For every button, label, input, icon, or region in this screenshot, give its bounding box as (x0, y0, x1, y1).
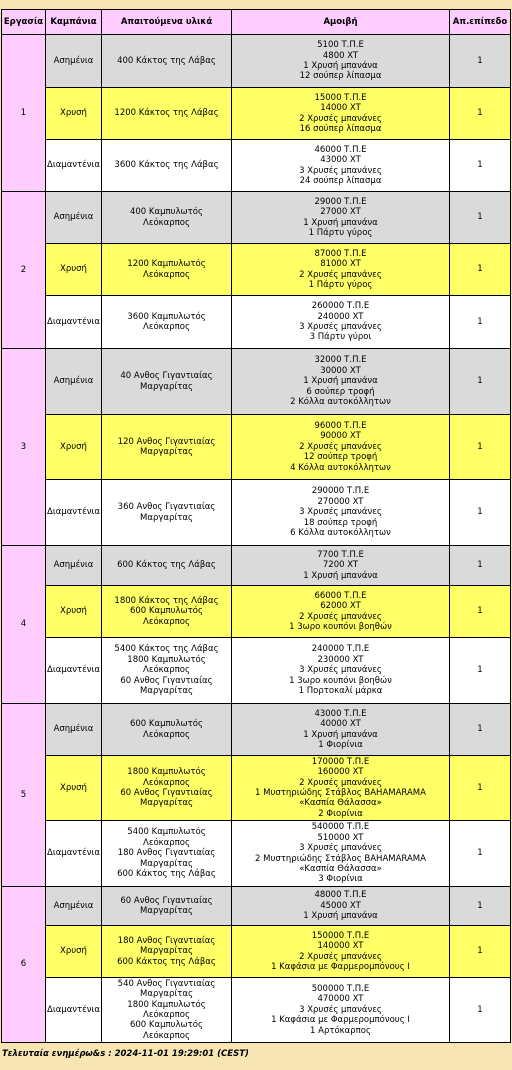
level-cell: 1 (450, 415, 511, 480)
reward-line: 240000 XT (317, 311, 364, 322)
table-row (2, 546, 511, 586)
task-number: 4 (2, 546, 46, 704)
materials-line: Λεόκαρπος (143, 616, 190, 627)
materials-line: Μαργαρίτας (140, 989, 193, 1000)
reward-line: 3 Χρυσές μπανάνες (299, 843, 382, 854)
reward-cell (232, 480, 450, 546)
reward-cell (232, 88, 450, 140)
reward-cell (232, 821, 450, 887)
materials-line: Μαργαρίτας (140, 798, 193, 809)
materials-cell (102, 756, 232, 821)
reward-cell (232, 140, 450, 192)
campaign-cell: Ασημένια (46, 546, 102, 586)
reward-line: 3 Χρυσές μπανάνες (299, 507, 382, 518)
reward-line: 14000 XT (320, 103, 361, 114)
materials-line: Λεόκαρπος (143, 1010, 190, 1020)
table-row (2, 978, 511, 1043)
reward-line: 90000 XT (320, 431, 361, 442)
reward-line: 6 σούπερ τροφή (306, 386, 375, 397)
reward-line: 6 Κόλλα αυτοκόλλητων (290, 528, 391, 539)
materials-line: 1800 Καμπυλωτός (127, 767, 206, 778)
campaign-cell: Διαμαντένια (46, 978, 102, 1043)
reward-line: 16 σούπερ λίπασμα (299, 123, 382, 134)
header-materials: Απαιτούμενα υλικά (102, 10, 232, 35)
campaign-cell: Ασημένια (46, 192, 102, 244)
materials-cell (102, 704, 232, 756)
materials-cell (102, 978, 232, 1043)
reward-line: 4800 XT (322, 50, 359, 61)
materials-line: 1800 Καμπυλωτός (127, 654, 206, 665)
materials-line: Μαργαρίτας (140, 381, 193, 392)
task-number: 3 (2, 349, 46, 546)
materials-cell (102, 88, 232, 140)
reward-line: 1 Καφάσια με Φαρμερομπόνους I (271, 1015, 410, 1026)
materials-line: 1800 Κάκτος της Λάβας (114, 595, 219, 606)
table-row (2, 140, 511, 192)
level-cell: 1 (450, 35, 511, 88)
last-updated: Τελευταία ενημέρω&s : 2024-11-01 19:29:01 (CEST) (2, 1049, 249, 1059)
reward-line: 470000 XT (317, 994, 364, 1005)
reward-line: 27000 XT (320, 207, 361, 218)
materials-line: Λεόκαρπος (143, 269, 190, 280)
table-row (2, 887, 511, 926)
materials-cell (102, 546, 232, 586)
reward-line: 62000 XT (320, 601, 361, 612)
materials-line: Λεόκαρπος (143, 217, 190, 228)
level-cell: 1 (450, 88, 511, 140)
table-row (2, 349, 511, 415)
reward-line: 43000 Τ.Π.Ε (314, 708, 367, 719)
campaign-cell: Ασημένια (46, 704, 102, 756)
reward-line: 1 Πορτοκαλί μάρκα (298, 686, 383, 697)
materials-line: 600 Καμπυλωτός (129, 606, 203, 617)
materials-cell (102, 140, 232, 192)
materials-line: 400 Κάκτος της Λάβας (117, 55, 216, 66)
header-task: Εργασία (2, 10, 46, 35)
table-row (2, 926, 511, 978)
reward-line: 3 Χρυσές μπανάνες (299, 165, 382, 176)
reward-line: 150000 Τ.Π.Ε (311, 930, 370, 941)
materials-line: 5400 Καμπυλωτός (127, 827, 206, 838)
reward-line: 540000 Τ.Π.Ε (311, 822, 370, 833)
reward-line: 3 Χρυσές μπανάνες (299, 322, 382, 332)
table-row (2, 586, 511, 638)
reward-line: 3 Χρυσές μπανάνες (299, 1004, 382, 1015)
level-cell: 1 (450, 586, 511, 638)
table-row (2, 821, 511, 887)
reward-cell (232, 349, 450, 415)
materials-cell (102, 244, 232, 296)
reward-line: 12 σούπερ λίπασμα (299, 71, 382, 82)
materials-line: Μαργαρίτας (140, 686, 193, 697)
campaign-cell: Ασημένια (46, 887, 102, 926)
materials-line: 180 Ανθος Γιγαντιαίας (117, 848, 216, 859)
campaign-cell: Χρυσή (46, 926, 102, 978)
materials-line: 1200 Καμπυλωτός (127, 259, 206, 270)
materials-line: 5400 Κάκτος της Λάβας (114, 644, 219, 655)
reward-line: 2 Χρυσές μπανάνες (299, 611, 382, 622)
reward-line: 260000 Τ.Π.Ε (311, 301, 370, 312)
table-row (2, 244, 511, 296)
table-row (2, 415, 511, 480)
task-number: 2 (2, 192, 46, 349)
materials-line: Λεόκαρπος (143, 729, 190, 740)
reward-line: 66000 Τ.Π.Ε (314, 590, 367, 601)
reward-line: 12 σούπερ τροφή (303, 452, 378, 463)
reward-line: 240000 Τ.Π.Ε (311, 644, 370, 655)
materials-line: Μαργαρίτας (140, 858, 193, 869)
reward-line: 81000 XT (320, 259, 361, 270)
materials-line: 180 Ανθος Γιγαντιαίας (117, 935, 216, 946)
materials-line: 60 Ανθος Γιγαντιαίας (120, 675, 213, 686)
materials-line: Μαργαρίτας (140, 447, 193, 457)
materials-cell (102, 887, 232, 926)
materials-line: 3600 Καμπυλωτός (127, 311, 206, 322)
reward-line: 29000 Τ.Π.Ε (314, 196, 367, 207)
materials-cell (102, 821, 232, 887)
reward-line: 45000 XT (320, 900, 361, 911)
reward-line: 46000 Τ.Π.Ε (314, 144, 367, 155)
reward-line: 2 Μυστηριώδης Στάβλος BAHAMARAMA (255, 853, 426, 864)
reward-line: 40000 XT (320, 719, 361, 730)
reward-cell (232, 546, 450, 586)
level-cell: 1 (450, 756, 511, 821)
materials-line: 600 Καμπυλωτός (129, 719, 203, 730)
materials-line: 1800 Καμπυλωτός (127, 999, 206, 1010)
reward-line: 1 Καφάσια με Φαρμερομπόνους I (271, 961, 410, 972)
table-row (2, 756, 511, 821)
reward-line: 30000 XT (320, 365, 361, 376)
level-cell: 1 (450, 926, 511, 978)
campaign-cell: Χρυσή (46, 586, 102, 638)
materials-line: 400 Καμπυλωτός (129, 207, 203, 218)
materials-cell (102, 415, 232, 480)
level-cell: 1 (450, 140, 511, 192)
reward-line: 96000 Τ.Π.Ε (314, 420, 367, 431)
reward-line: 1 Φιορίνια (318, 739, 363, 750)
campaign-cell: Χρυσή (46, 756, 102, 821)
materials-cell (102, 638, 232, 704)
header-level: Απ.επίπεδο (450, 10, 511, 35)
materials-line: Μαργαρίτας (140, 906, 193, 916)
level-cell: 1 (450, 480, 511, 546)
materials-line: Λεόκαρπος (143, 665, 190, 676)
reward-line: 3 Πάρτυ γύροι (309, 332, 372, 343)
reward-line: 48000 Τ.Π.Ε (314, 890, 367, 901)
reward-line: 1 Χρυσή μπανάνα (303, 61, 378, 71)
reward-line: 160000 XT (317, 767, 364, 778)
reward-cell (232, 244, 450, 296)
header-campaign: Καμπάνια (46, 10, 102, 35)
reward-line: 7700 Τ.Π.Ε (317, 549, 364, 560)
reward-line: 2 Χρυσές μπανάνες (299, 951, 382, 962)
materials-cell (102, 296, 232, 349)
reward-line: 1 Αρτόκαρπος (310, 1025, 371, 1036)
header-row (2, 10, 511, 35)
materials-line: 40 Ανθος Γιγαντιαίας (120, 371, 213, 382)
reward-cell (232, 586, 450, 638)
reward-line: 15000 Τ.Π.Ε (314, 92, 367, 103)
reward-line: 270000 XT (317, 496, 364, 507)
reward-cell (232, 926, 450, 978)
campaign-cell: Χρυσή (46, 415, 102, 480)
reward-line: 1 Χρυσή μπανάνα (303, 911, 378, 922)
reward-line: 7200 XT (322, 560, 359, 571)
reward-line: 3 Φιορίνια (318, 874, 363, 885)
reward-line: 2 Χρυσές μπανάνες (299, 113, 382, 124)
reward-line: «Κασπία Θάλασσα» (299, 798, 382, 809)
reward-cell (232, 35, 450, 88)
level-cell: 1 (450, 192, 511, 244)
table-row (2, 480, 511, 546)
level-cell: 1 (450, 546, 511, 586)
materials-line: Λεόκαρπος (143, 777, 190, 788)
campaign-cell: Διαμαντένια (46, 638, 102, 704)
level-cell: 1 (450, 638, 511, 704)
header-reward: Αμοιβή (232, 10, 450, 35)
task-number: 6 (2, 887, 46, 1043)
materials-cell (102, 192, 232, 244)
campaign-cell: Ασημένια (46, 35, 102, 88)
reward-line: 1 Μυστηριώδης Στάβλος BAHAMARAMA (255, 788, 426, 798)
reward-line: 2 Κόλλα αυτοκόλλητων (290, 397, 391, 408)
reward-cell (232, 887, 450, 926)
materials-cell (102, 586, 232, 638)
reward-line: 2 Χρυσές μπανάνες (299, 269, 382, 280)
table-row (2, 192, 511, 244)
materials-line: 600 Κάκτος της Λάβας (117, 869, 216, 880)
table-body (2, 35, 511, 1043)
reward-cell (232, 296, 450, 349)
reward-cell (232, 756, 450, 821)
materials-cell (102, 926, 232, 978)
materials-line: Λεόκαρπος (143, 1030, 190, 1041)
campaign-cell: Διαμαντένια (46, 140, 102, 192)
materials-line: 360 Ανθος Γιγαντιαίας (117, 502, 216, 513)
materials-line: 120 Ανθος Γιγαντιαίας (117, 436, 216, 447)
materials-line: 600 Κάκτος της Λάβας (117, 956, 216, 967)
reward-line: «Κασπία Θάλασσα» (299, 863, 382, 874)
reward-line: 24 σούπερ λίπασμα (299, 175, 382, 186)
reward-line: 1 Πάρτυ γύρος (308, 227, 373, 238)
materials-cell (102, 349, 232, 415)
table-row (2, 35, 511, 88)
materials-line: 540 Ανθος Γιγαντιαίας (117, 978, 216, 989)
campaign-cell: Χρυσή (46, 244, 102, 296)
campaign-cell: Διαμαντένια (46, 296, 102, 349)
materials-line: Λεόκαρπος (143, 837, 190, 848)
reward-line: 4 Κόλλα αυτοκόλλητων (290, 462, 391, 473)
rewards-table (1, 9, 511, 1043)
materials-line: Μαργαρίτας (140, 512, 193, 523)
campaign-cell: Διαμαντένια (46, 821, 102, 887)
materials-line: 3600 Κάκτος της Λάβας (114, 160, 219, 171)
reward-line: 87000 Τ.Π.Ε (314, 248, 367, 259)
reward-line: 3 Χρυσές μπανάνες (299, 665, 382, 676)
reward-cell (232, 704, 450, 756)
level-cell: 1 (450, 349, 511, 415)
reward-cell (232, 978, 450, 1043)
reward-line: 170000 Τ.Π.Ε (311, 756, 370, 767)
reward-line: 1 Χρυσή μπανάνα (303, 570, 378, 581)
level-cell: 1 (450, 821, 511, 887)
campaign-cell: Διαμαντένια (46, 480, 102, 546)
reward-line: 230000 XT (317, 654, 364, 665)
reward-line: 43000 XT (320, 155, 361, 166)
reward-cell (232, 638, 450, 704)
reward-line: 290000 Τ.Π.Ε (311, 486, 370, 497)
materials-line: Λεόκαρπος (143, 322, 190, 332)
reward-line: 2 Φιορίνια (318, 808, 363, 819)
level-cell: 1 (450, 244, 511, 296)
reward-line: 18 σούπερ τροφή (303, 517, 378, 528)
reward-line: 1 Χρυσή μπανάνα (303, 217, 378, 228)
campaign-cell: Ασημένια (46, 349, 102, 415)
table-row (2, 296, 511, 349)
reward-line: 500000 Τ.Π.Ε (311, 983, 370, 994)
level-cell: 1 (450, 296, 511, 349)
table-row (2, 88, 511, 140)
table-row (2, 638, 511, 704)
materials-cell (102, 35, 232, 88)
level-cell: 1 (450, 704, 511, 756)
reward-line: 5100 Τ.Π.Ε (317, 40, 364, 51)
reward-line: 1 Χρυσή μπανάνα (303, 729, 378, 740)
materials-line: 60 Ανθος Γιγαντιαίας (120, 788, 213, 798)
table-row (2, 704, 511, 756)
reward-line: 32000 Τ.Π.Ε (314, 355, 367, 366)
materials-cell (102, 480, 232, 546)
reward-line: 140000 XT (317, 941, 364, 952)
materials-line: 60 Ανθος Γιγαντιαίας (120, 895, 213, 906)
task-number: 1 (2, 35, 46, 192)
campaign-cell: Χρυσή (46, 88, 102, 140)
reward-line: 1 Πάρτυ γύρος (308, 279, 373, 290)
materials-line: Μαργαρίτας (140, 946, 193, 957)
reward-cell (232, 415, 450, 480)
level-cell: 1 (450, 887, 511, 926)
materials-line: 600 Καμπυλωτός (129, 1020, 203, 1031)
task-number: 5 (2, 704, 46, 887)
reward-line: 1 Χρυσή μπανάνα (303, 376, 378, 387)
reward-line: 1 3ωρο κουπόνι βοηθών (289, 675, 392, 686)
reward-line: 2 Χρυσές μπανάνες (299, 777, 382, 788)
reward-cell (232, 192, 450, 244)
reward-line: 510000 XT (317, 832, 364, 843)
level-cell: 1 (450, 978, 511, 1043)
materials-line: 600 Κάκτος της Λάβας (117, 560, 216, 571)
reward-line: 2 Χρυσές μπανάνες (299, 441, 382, 452)
reward-line: 1 3ωρο κουπόνι βοηθών (289, 621, 392, 632)
materials-line: 1200 Κάκτος της Λάβας (114, 108, 219, 119)
